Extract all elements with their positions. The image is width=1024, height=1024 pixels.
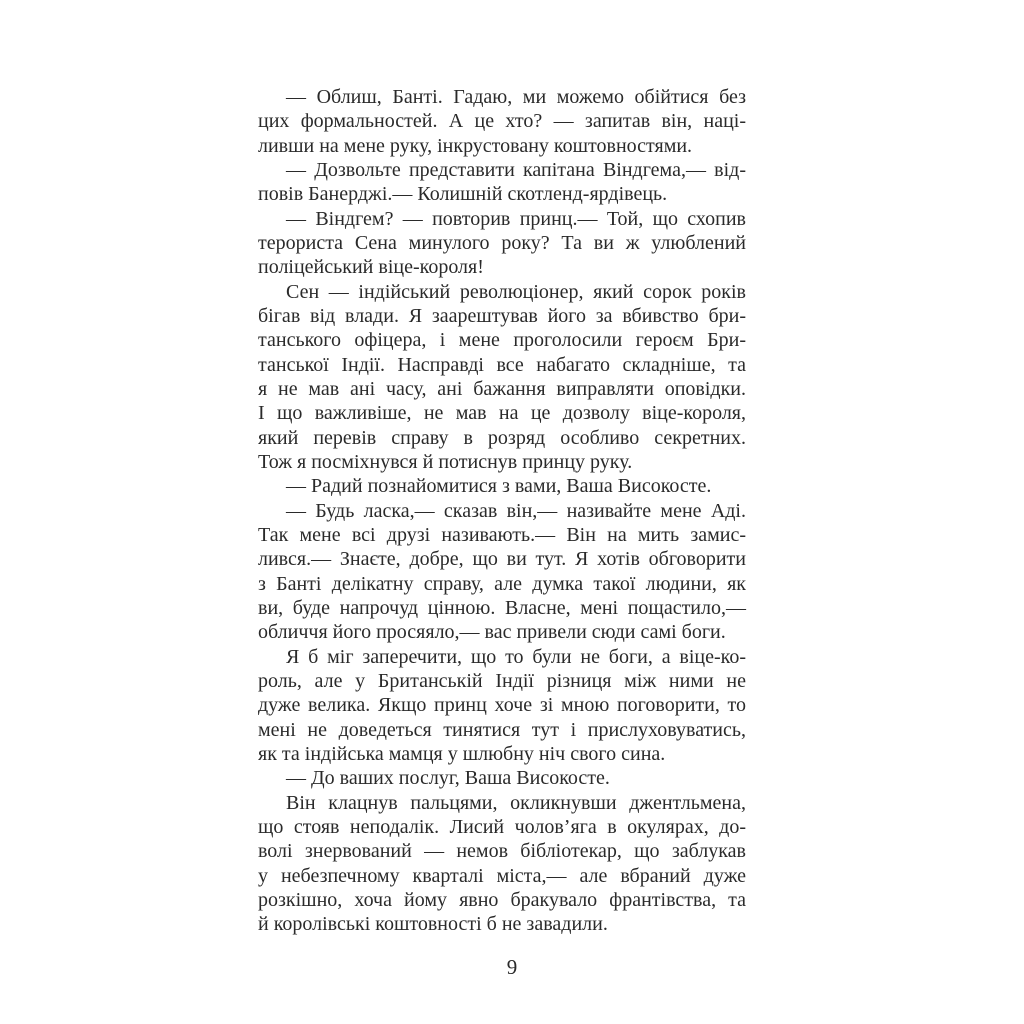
- text-line: роль, але у Британській Індії різниця між ними не: [258, 669, 746, 692]
- paragraph: [258, 158, 746, 207]
- text-line: терориста Сена минулого року? Та ви ж улюблений: [258, 231, 746, 254]
- text-line: що стояв неподалік. Лисий чолов’яга в окулярах, до-: [258, 815, 746, 838]
- text-line: у небезпечному кварталі міста,— але вбраний дуже: [258, 864, 746, 887]
- text-line: Тож я посміхнувся й потиснув принцу руку.: [258, 450, 633, 473]
- text-line: розкішно, хоча йому явно бракувало франтівства, та: [258, 888, 746, 911]
- body-text: [258, 85, 746, 936]
- text-line: — Віндгем? — повторив принц.— Той, що схопив: [286, 207, 746, 230]
- text-line: — Облиш, Банті. Гадаю, ми можемо обійтися без: [286, 86, 746, 108]
- paragraph: [258, 85, 746, 158]
- text-line: я не мав ані часу, ані бажання виправляти оповідки.: [258, 377, 746, 400]
- text-line: — Дозвольте представити капітана Віндгема,— від-: [286, 158, 746, 181]
- paragraph: [258, 645, 746, 767]
- text-line: танського офіцера, і мене проголосили героєм Бри-: [258, 329, 746, 352]
- text-line: ливши на мене руку, інкрустовану коштовностями.: [258, 134, 693, 157]
- text-line: який перевів справу в розряд особливо секретних.: [258, 426, 746, 449]
- paragraph: [258, 499, 746, 645]
- paragraph: [258, 791, 746, 937]
- text-line: Я б міг заперечити, що то були не боги, а віце-ко-: [286, 645, 746, 668]
- text-line: волі знервований — немов бібліотекар, що заблукав: [258, 840, 746, 863]
- paragraph: [258, 474, 746, 498]
- text-line: дуже велика. Якщо принц хоче зі мною поговорити, то: [258, 694, 746, 717]
- text-line: танської Індії. Насправді все набагато складніше, та: [258, 353, 746, 376]
- page-number: 9: [506, 955, 518, 979]
- text-line: І що важливіше, не мав на це дозволу віце-короля,: [258, 402, 746, 425]
- text-line: повів Банерджі.— Колишній скотленд-ярдівець.: [258, 183, 668, 206]
- text-line: Він клацнув пальцями, окликнувши джентльмена,: [286, 791, 746, 814]
- paragraph: [258, 280, 746, 475]
- paragraph: [258, 766, 746, 790]
- text-line: — До ваших послуг, Ваша Високосте.: [286, 767, 610, 790]
- text-line: й королівські коштовності б не завадили.: [258, 913, 608, 936]
- text-line: Так мене всі друзі називають.— Він на мить замис-: [258, 523, 746, 546]
- text-line: ви, буде напрочуд цінною. Власне, мені пощастило,—: [258, 596, 746, 619]
- paragraph: [258, 207, 746, 280]
- text-line: Сен — індійський революціонер, який сорок років: [286, 280, 746, 303]
- text-line: — Радий познайомитися з вами, Ваша Високосте.: [286, 475, 712, 498]
- text-line: як та індійська мамця у шлюбну ніч свого сина.: [258, 742, 666, 765]
- text-line: лився.— Знаєте, добре, що ви тут. Я хотів обговорити: [258, 548, 746, 571]
- text-line: поліцейський віце-короля!: [258, 256, 484, 279]
- text-line: — Будь ласка,— сказав він,— називайте мене Аді.: [286, 499, 746, 522]
- text-line: обличчя його просяяло,— вас привели сюди самі боги.: [258, 621, 726, 644]
- text-line: цих формальностей. А це хто? — запитав він, наці-: [258, 110, 746, 133]
- text-line: бігав від влади. Я заарештував його за вбивство бри-: [258, 304, 746, 327]
- text-line: мені не доведеться тинятися тут і прислуховуватись,: [258, 718, 746, 741]
- text-line: з Банті делікатну справу, але думка такої людини, як: [258, 572, 746, 595]
